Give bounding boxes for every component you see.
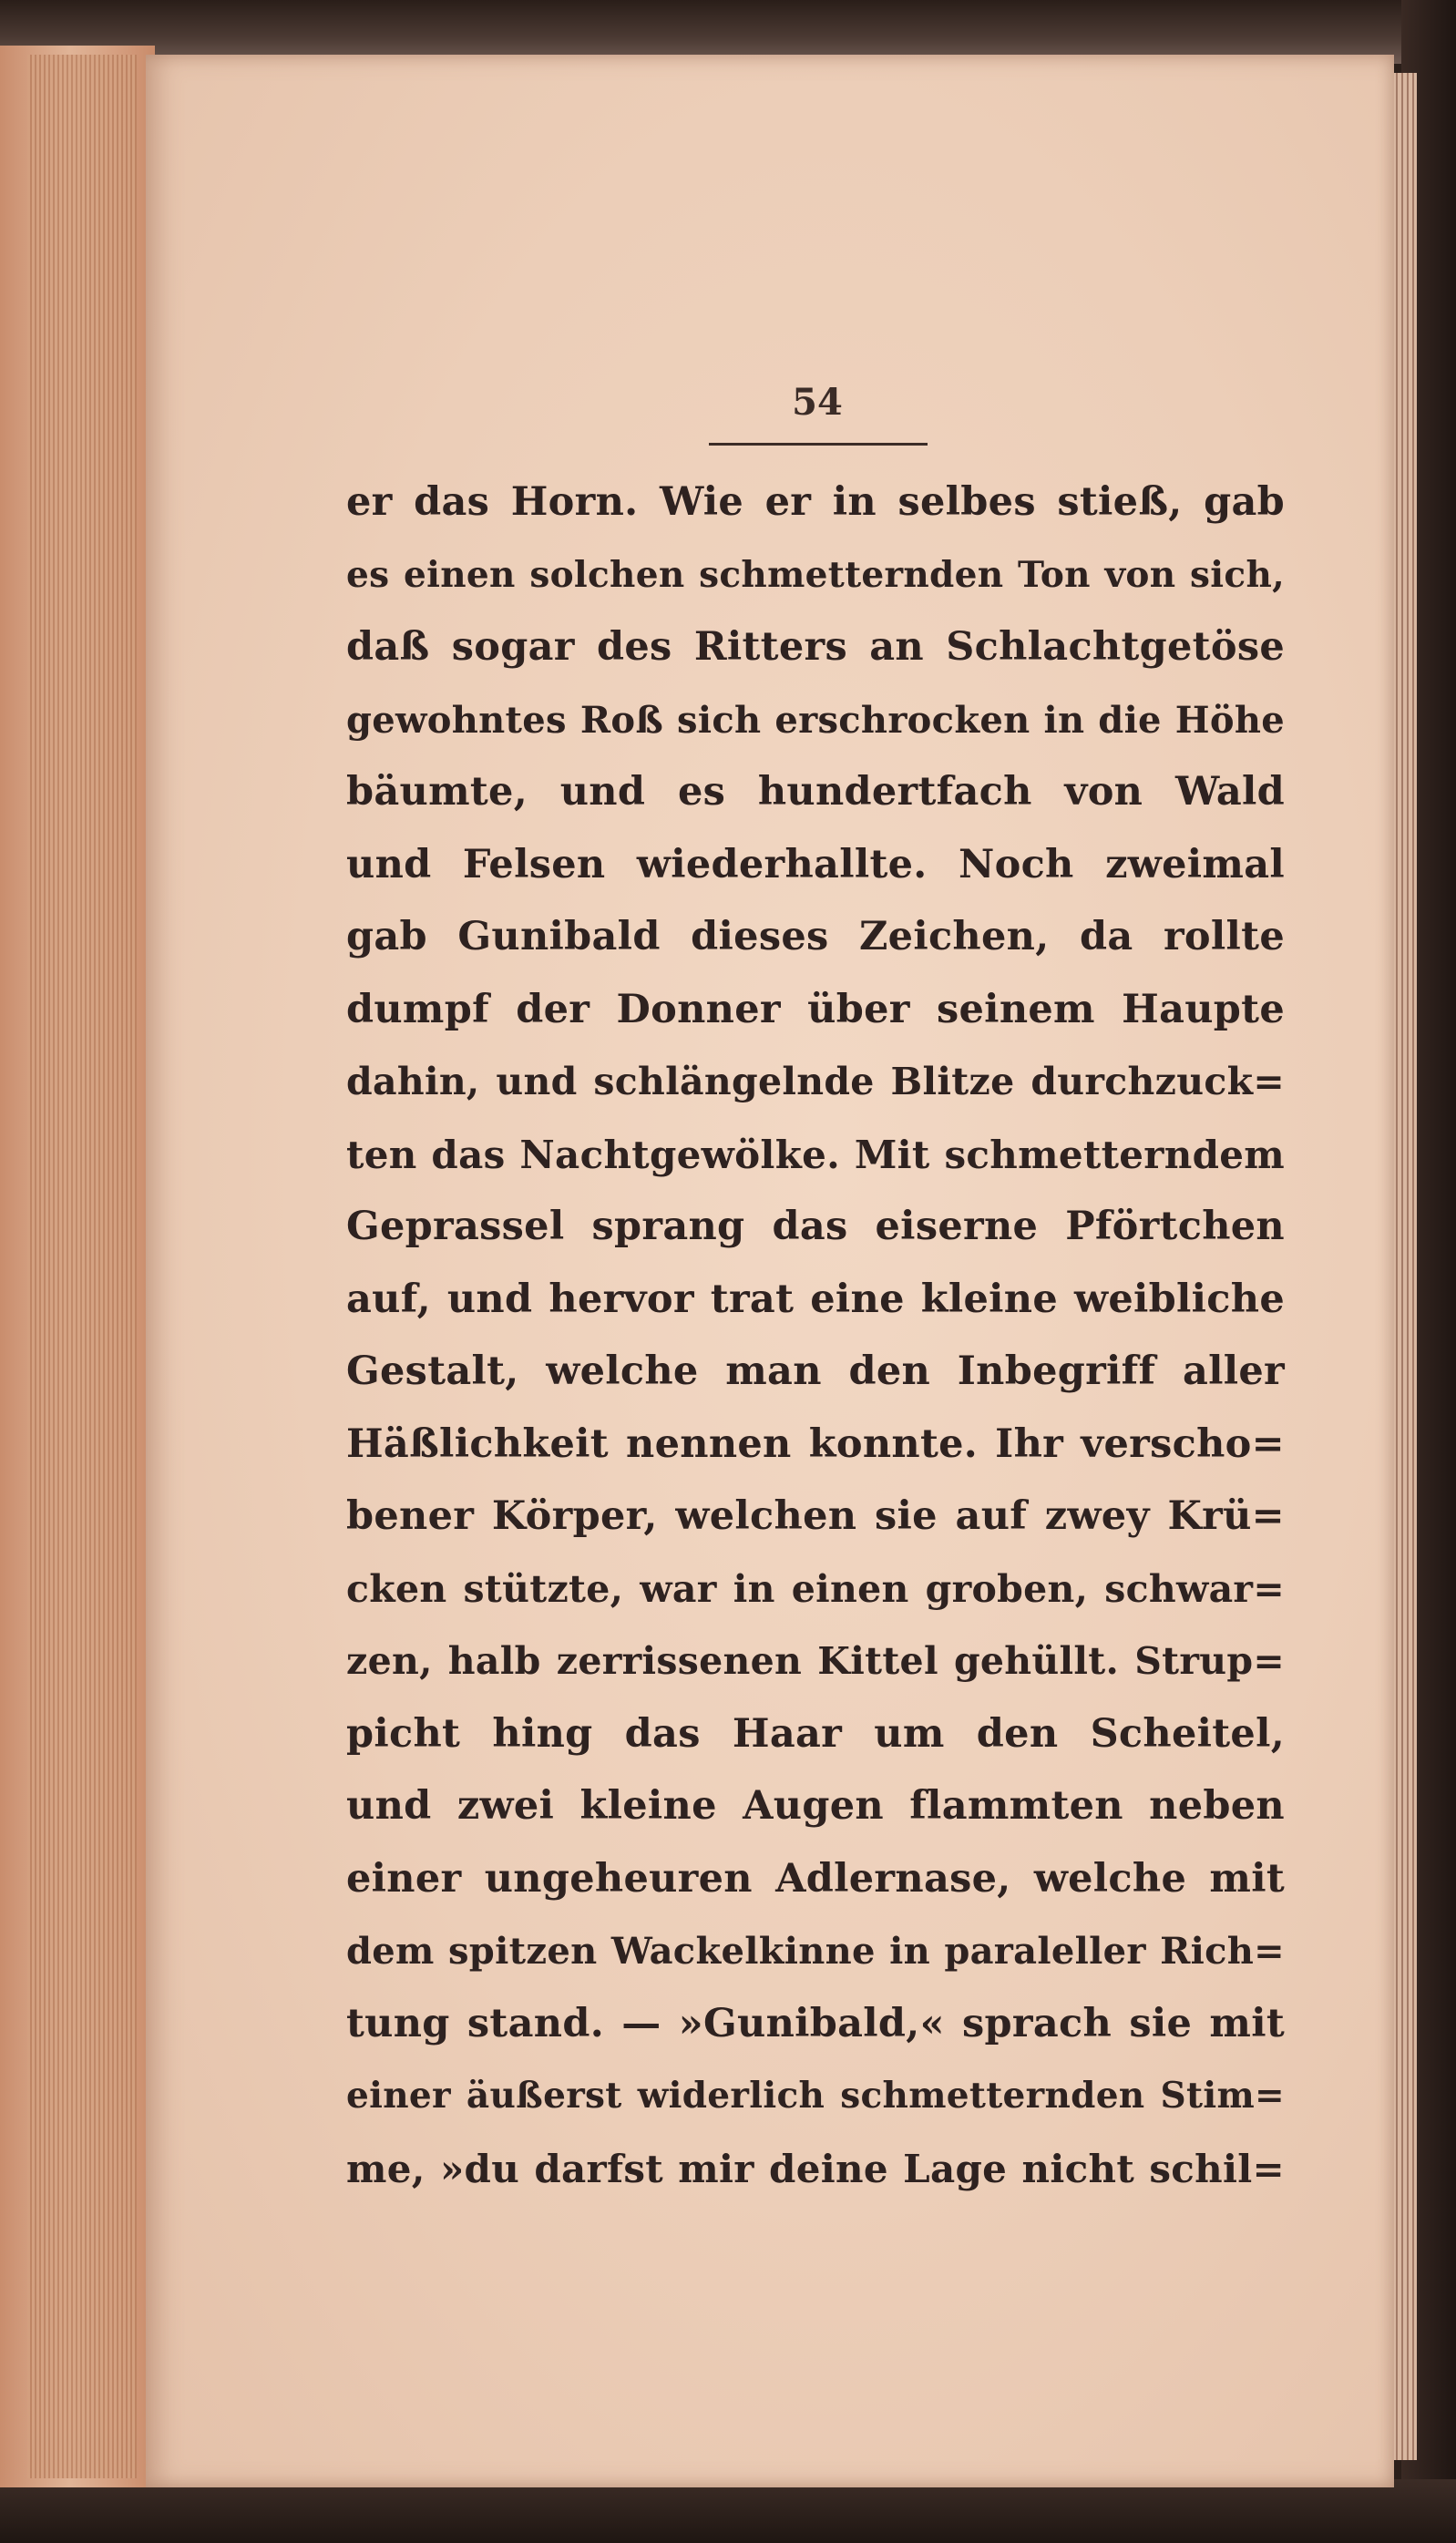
text-line: und zwei kleine Augen flammten neben [346,1783,1285,1829]
text-line: daß sogar des Ritters an Schlachtgetöse [346,624,1285,670]
text-line: einer ungeheuren Adlernase, welche mit [346,1855,1285,1902]
text-line: ten das Nachtgewölke. Mit schmetterndem [346,1132,1285,1177]
text-line: einer äußerst widerlich schmetternden Stim= [346,2075,1285,2117]
book-cover-bottom [0,2479,1456,2543]
text-line: es einen solchen schmetternden Ton von sich, [346,553,1285,596]
text-line: cken stützte, war in einen groben, schwar= [346,1566,1285,1611]
text-line: dumpf der Donner über seinem Haupte [346,986,1285,1032]
page-body-text [346,467,1285,2205]
page-number: 54 [792,381,843,424]
text-line: tung stand. — »Gunibald,« sprach sie mit [346,2000,1285,2046]
text-line: zen, halb zerrissenen Kittel gehüllt. Strup= [346,1639,1285,1683]
text-line: bäumte, und es hundertfach von Wald [346,769,1285,815]
text-line: bener Körper, welchen sie auf zwey Krü= [346,1493,1285,1539]
text-line: er das Horn. Wie er in selbes stieß, gab [346,479,1285,525]
text-line: picht hing das Haar um den Scheitel, [346,1710,1285,1757]
text-line: gewohntes Roß sich erschrocken in die Höhe [346,698,1285,742]
text-line: dahin, und schlängelnde Blitze durchzuck= [346,1060,1285,1103]
text-line: gab Gunibald dieses Zeichen, da rollte [346,914,1285,959]
text-line: dem spitzen Wackelkinne in paraleller Rich= [346,1930,1285,1973]
text-line: Häßlichkeit nennen konnte. Ihr verscho= [346,1420,1285,1467]
header-rule [709,443,928,446]
text-line: Gestalt, welche man den Inbegriff aller [346,1348,1285,1394]
text-line: Geprassel sprang das eiserne Pförtchen [346,1204,1285,1249]
text-line: auf, und hervor trat eine kleine weibliche [346,1276,1285,1322]
text-line: me, »du darfst mir deine Lage nicht schil= [346,2146,1285,2191]
text-line: und Felsen wiederhallte. Noch zweimal [346,841,1285,887]
